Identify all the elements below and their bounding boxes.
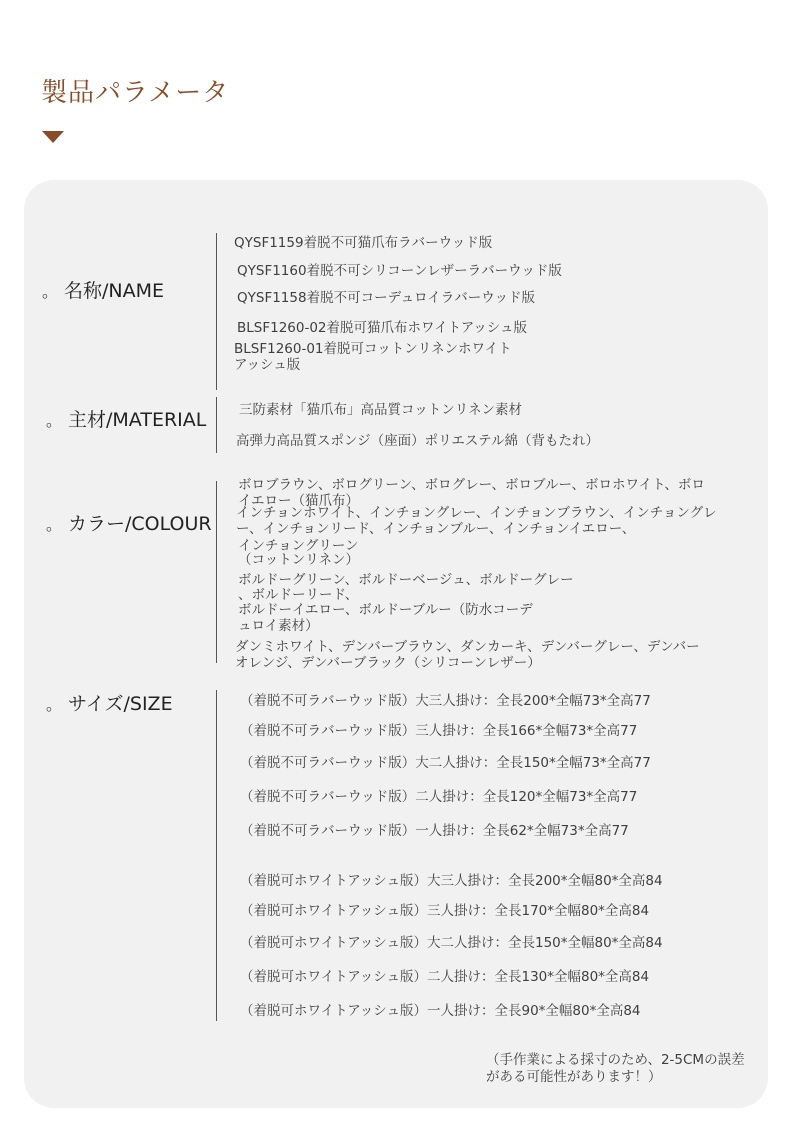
colour-line: インチョングリーン xyxy=(238,538,359,554)
colour-line: ボルドーグリーン、ボルドーベージュ、ボルドーグレー xyxy=(238,572,574,588)
colour-line: インチョンホワイト、インチョングレー、インチョンブラウン、インチョングレ xyxy=(236,505,717,521)
page-title: 製品パラメータ xyxy=(41,78,230,108)
size-line: （着脱可ホワイトアッシュ版）大三人掛け：全長200*全幅80*全高84 xyxy=(240,873,663,889)
material-line: 三防素材「猫爪布」高品質コットンリネン素材 xyxy=(239,402,522,418)
bullet: 。 xyxy=(46,515,63,534)
size-line: （着脱不可ラバーウッド版）一人掛け：全長62*全幅73*全高77 xyxy=(240,823,629,839)
size-line: （着脱不可ラバーウッド版）大二人掛け：全長150*全幅73*全高77 xyxy=(240,755,651,771)
colour-line: イエロー（猫爪布） xyxy=(238,493,359,509)
name-line: BLSF1260-02着脱可猫爪布ホワイトアッシュ版 xyxy=(237,320,527,336)
down-arrow-icon xyxy=(42,131,64,143)
colour-line: ボロブラウン、ボログリーン、ボログレー、ボロブルー、ボロホワイト、ボロ xyxy=(238,477,705,493)
bullet: 。 xyxy=(42,282,59,301)
divider-material xyxy=(216,397,217,453)
section-label-colour: 。 カラー/COLOUR xyxy=(46,513,212,535)
material-line: 高弾力高品質スポンジ（座面）ポリエステル綿（背もたれ） xyxy=(236,433,599,449)
measurement-note: （手作業による採寸のため、2-5CMの誤差がある可能性があります！） xyxy=(486,1052,745,1085)
size-line: （着脱不可ラバーウッド版）二人掛け：全長120*全幅73*全高77 xyxy=(240,789,638,805)
name-line: アッシュ版 xyxy=(234,357,301,373)
size-line: （着脱可ホワイトアッシュ版）大二人掛け：全長150*全幅80*全高84 xyxy=(240,935,663,951)
bullet: 。 xyxy=(46,695,63,714)
colour-line: 、ボルドーリード、 xyxy=(238,587,359,603)
size-line: （着脱可ホワイトアッシュ版）二人掛け：全長130*全幅80*全高84 xyxy=(240,969,650,985)
divider-name xyxy=(216,233,217,390)
divider-size xyxy=(216,690,217,1021)
name-line: BLSF1260-01着脱可コットンリネンホワイト xyxy=(234,341,512,357)
bullet: 。 xyxy=(46,411,63,430)
size-line: （着脱不可ラバーウッド版）三人掛け：全長166*全幅73*全高77 xyxy=(240,723,638,739)
colour-line: ー、インチョンリード、インチョンブルー、インチョンイエロー、 xyxy=(236,521,636,537)
section-label-material: 。 主材/MATERIAL xyxy=(46,409,207,431)
colour-line: ュロイ素材） xyxy=(238,618,319,634)
size-line: （着脱可ホワイトアッシュ版）一人掛け：全長90*全幅80*全高84 xyxy=(240,1003,641,1019)
colour-line: ボルドーイエロー、ボルドーブルー（防水コーデ xyxy=(238,602,533,618)
section-label-size: 。 サイズ/SIZE xyxy=(46,693,173,715)
size-line: （着脱可ホワイトアッシュ版）三人掛け：全長170*全幅80*全高84 xyxy=(240,903,650,919)
colour-line: （コットンリネン） xyxy=(238,552,359,568)
divider-colour xyxy=(216,481,217,663)
colour-line: ダンミホワイト、デンバーブラウン、ダンカーキ、デンバーグレー、デンバー xyxy=(235,639,700,655)
size-line: （着脱不可ラバーウッド版）大三人掛け：全長200*全幅73*全高77 xyxy=(240,693,651,709)
colour-line: オレンジ、デンバーブラック（シリコーンレザー） xyxy=(235,655,541,671)
section-label-name: 。 名称/NAME xyxy=(42,280,165,302)
name-line: QYSF1158着脱不可コーデュロイラバーウッド版 xyxy=(237,290,535,306)
name-line: QYSF1159着脱不可猫爪布ラバーウッド版 xyxy=(234,235,493,251)
name-line: QYSF1160着脱不可シリコーンレザーラバーウッド版 xyxy=(237,263,562,279)
